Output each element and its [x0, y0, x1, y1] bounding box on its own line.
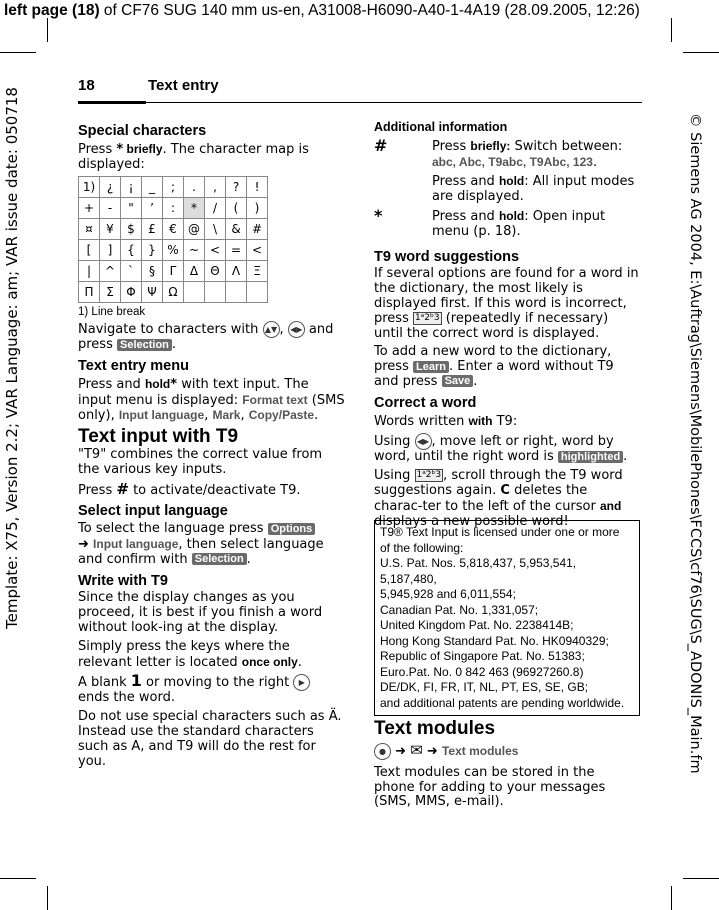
charmap-cell: Ω — [163, 282, 184, 303]
charmap-cell: ( — [226, 198, 247, 219]
write-t9-p3: A blank 1 or moving to the right ▶ ends the word. — [78, 674, 346, 706]
options-softkey: Options — [268, 523, 316, 535]
navigate-text: Navigate to characters with ▲▼ , ◀▶ and press Selection . — [78, 322, 334, 353]
t9-heading: Text input with T9 — [78, 426, 239, 448]
charmap-cell: + — [79, 198, 100, 219]
t9-keys-icon: 1ᵃ2ᵇ3 — [416, 470, 442, 481]
right-column — [374, 118, 639, 533]
charmap-cell: ¡ — [121, 177, 142, 198]
crop-mark — [47, 18, 48, 42]
charmap-cell: ¿ — [100, 177, 121, 198]
left-margin-text: Template: X75, Version 2.2; VAR Language: am; VAR issue date: 050718 — [3, 87, 21, 629]
crop-mark — [47, 886, 48, 910]
crop-mark — [671, 886, 672, 910]
charmap-cell: , — [205, 177, 226, 198]
correct-word-heading: Correct a word — [374, 394, 477, 411]
right-margin-text: © Siemens AG 2004, E:\Auftrag\Siemens\MobilePhones\FCCS\cf76\SUG\S_ADONIS_Main.fm — [687, 113, 703, 774]
charmap-cell: £ — [142, 219, 163, 240]
charmap-cell: ~ — [184, 240, 205, 261]
charmap-cell: § — [142, 261, 163, 282]
arrow-icon: ➜ — [78, 536, 89, 552]
one-key: 1 — [130, 671, 142, 691]
special-characters-heading: Special characters — [78, 123, 207, 139]
save-softkey: Save — [442, 375, 474, 387]
charmap-cell: < — [247, 240, 268, 261]
charmap-cell — [205, 282, 226, 303]
charmap-cell: } — [142, 240, 163, 261]
charmap-cell: ? — [226, 177, 247, 198]
select-language-heading: Select input language — [78, 503, 228, 520]
correct-word-p3: Using 1ᵃ2ᵇ3 , scroll through the T9 word suggestions again. C deletes the charac-ter to the left of the cursor and displays a new possible word! — [374, 468, 623, 529]
charmap-row — [79, 240, 268, 261]
charmap-cell: { — [121, 240, 142, 261]
crop-mark — [0, 878, 36, 879]
menu-select-icon: ● — [374, 743, 391, 760]
correct-word-p1: Words written with T9: — [374, 413, 518, 429]
star-key: * — [116, 141, 124, 157]
t9-intro: "T9" combines the correct value from the various key inputs. — [78, 446, 323, 477]
text-modules-heading: Text modules — [374, 718, 496, 739]
running-head-rule — [78, 101, 146, 104]
charmap-cell: ; — [163, 177, 184, 198]
charmap-cell: Λ — [226, 261, 247, 282]
charmap-cell: Δ — [184, 261, 205, 282]
nav-left-right-icon: ◀▶ — [415, 433, 432, 450]
charmap-cell: | — [79, 261, 100, 282]
charmap-cell: Γ — [163, 261, 184, 282]
crop-mark — [683, 52, 719, 53]
info-star-row: * Press and hold: Open input menu (p. 18). — [374, 209, 639, 244]
charmap-row — [79, 177, 268, 198]
charmap-cell: ¥ — [100, 219, 121, 240]
charmap-cell: ] — [100, 240, 121, 261]
nav-up-down-icon: ▲▼ — [263, 321, 280, 338]
print-header-bold: left page (18) — [4, 2, 100, 19]
charmap-cell: ` — [121, 261, 142, 282]
t9-suggestions-p2: To add a new word to the dictionary, press Learn . Enter a word without T9 and press Save . — [374, 344, 614, 389]
crop-mark — [683, 878, 719, 879]
star-key: * — [374, 205, 383, 225]
charmap-cell: # — [247, 219, 268, 240]
text-entry-menu-text: Press and hold* with text input. The input menu is displayed: Format text (SMS only), Input language, Mark, Copy/Paste. — [78, 376, 345, 424]
charmap-cell: Ξ — [247, 261, 268, 282]
highlighted-label: highlighted — [558, 451, 623, 463]
selection-softkey: Selection — [192, 553, 247, 565]
charmap-cell: ^ — [100, 261, 121, 282]
text-modules-section — [374, 716, 639, 814]
charmap-cell: / — [205, 198, 226, 219]
footnote-line-break: 1) Line break — [78, 306, 146, 319]
running-head-rule-thin — [146, 102, 642, 103]
text-modules-description: Text modules can be stored in the phone for adding to your messages (SMS, MMS, e-mail). — [374, 764, 606, 810]
write-t9-p1: Since the display changes as you proceed, it is best if you finish a word without look-ing at the display. — [78, 590, 323, 635]
charmap-cell: * — [184, 198, 205, 219]
special-characters-text: Press * briefly. The character map is displayed: — [78, 141, 309, 172]
charmap-cell: 1) — [79, 177, 100, 198]
charmap-cell: ¤ — [79, 219, 100, 240]
charmap-row — [79, 198, 268, 219]
hash-key: # — [374, 135, 388, 155]
charmap-cell: @ — [184, 219, 205, 240]
charmap-cell: Θ — [205, 261, 226, 282]
charmap-cell — [184, 282, 205, 303]
write-t9-p4: Do not use special characters such as Ä. Instead use the standard characters such as A, and T9 will do the rest for you. — [78, 709, 342, 769]
learn-softkey: Learn — [413, 361, 449, 373]
charmap-row — [79, 219, 268, 240]
envelope-icon: ✉ — [410, 740, 423, 759]
clear-key-icon: C — [500, 482, 510, 498]
arrow-icon: ➜ — [395, 743, 407, 759]
charmap-cell: _ — [142, 177, 163, 198]
hash-key: # — [116, 479, 129, 498]
page-number: 18 — [78, 77, 95, 94]
charmap-cell: Ψ — [142, 282, 163, 303]
charmap-row — [79, 261, 268, 282]
t9-keys-icon: 1ᵃ2ᵇ3 — [415, 312, 440, 323]
charmap-cell: Φ — [121, 282, 142, 303]
charmap-cell: & — [226, 219, 247, 240]
t9-suggestions-p1: If several options are found for a word in the dictionary, the most likely is displayed first. If this word is incorrect, press 1ᵃ2ᵇ3 (repeatedly if necessary) until the correct word is displayed. — [374, 266, 639, 341]
charmap-cell: Σ — [100, 282, 121, 303]
charmap-cell: < — [205, 240, 226, 261]
print-header — [4, 2, 640, 20]
nav-right-icon: ▶ — [293, 674, 310, 691]
charmap-row — [79, 282, 268, 303]
text-entry-menu-heading: Text entry menu — [78, 357, 189, 374]
patent-notice-box: T9® Text Input is licensed under one or more of the following: U.S. Pat. Nos. 5,818,437, 5,953,541, 5,187,480, 5,945,928 and 6,011,554; Canadian Pat. No. 1,331,057; United Kingdom Pat. No. 2238414B; Hong Kong Standard Pat. No. HK0940329; Republic of Singapore Pat. No. 51383; Euro.Pat. No. 0 842 463 (96927260.8) DE/DK, FI, FR, IT, NL, PT, ES, SE, GB; and additional patents are pending worldwide. — [374, 520, 640, 716]
text-modules-path: ● ➜ ✉ ➜ Text modules — [374, 743, 639, 760]
correct-word-p2: Using ◀▶ , move left or right, word by word, until the right word is highlighted . — [374, 434, 628, 465]
charmap-cell: \ — [205, 219, 226, 240]
nav-left-right-icon: ◀▶ — [288, 321, 305, 338]
selection-softkey: Selection — [117, 339, 172, 351]
t9-suggestions-heading: T9 word suggestions — [374, 248, 520, 265]
charmap-cell: ! — [247, 177, 268, 198]
charmap-cell: ’ — [142, 198, 163, 219]
print-header-rest: of CF76 SUG 140 mm us-en, A31008-H6090-A40-1-4A19 (28.09.2005, 12:26) — [99, 2, 640, 19]
charmap-cell: - — [100, 198, 121, 219]
crop-mark — [671, 18, 672, 42]
charmap-cell: $ — [121, 219, 142, 240]
write-t9-heading: Write with T9 — [78, 572, 168, 589]
character-map — [78, 176, 268, 303]
additional-info-heading: Additional information — [374, 120, 508, 134]
charmap-cell: " — [121, 198, 142, 219]
charmap-cell: € — [163, 219, 184, 240]
charmap-cell — [247, 282, 268, 303]
charmap-cell: . — [184, 177, 205, 198]
charmap-cell — [226, 282, 247, 303]
info-hash-row: # Press briefly: Switch between: abc, Abc, T9abc, T9Abc, 123. Press and hold: All input modes are displayed. — [374, 139, 639, 209]
charmap-cell: ) — [247, 198, 268, 219]
write-t9-p2: Simply press the keys where the relevant letter is located once only. — [78, 638, 302, 670]
left-column — [78, 118, 346, 773]
select-language-text: To select the language press Options ➜ Input language, then select language and confirm with Selection . — [78, 521, 324, 567]
page-title: Text entry — [148, 77, 219, 94]
charmap-cell: Π — [79, 282, 100, 303]
t9-toggle: Press # to activate/deactivate T9. — [78, 479, 301, 498]
arrow-icon: ➜ — [426, 743, 438, 759]
charmap-cell: = — [226, 240, 247, 261]
charmap-cell: % — [163, 240, 184, 261]
charmap-cell: [ — [79, 240, 100, 261]
charmap-cell: : — [163, 198, 184, 219]
